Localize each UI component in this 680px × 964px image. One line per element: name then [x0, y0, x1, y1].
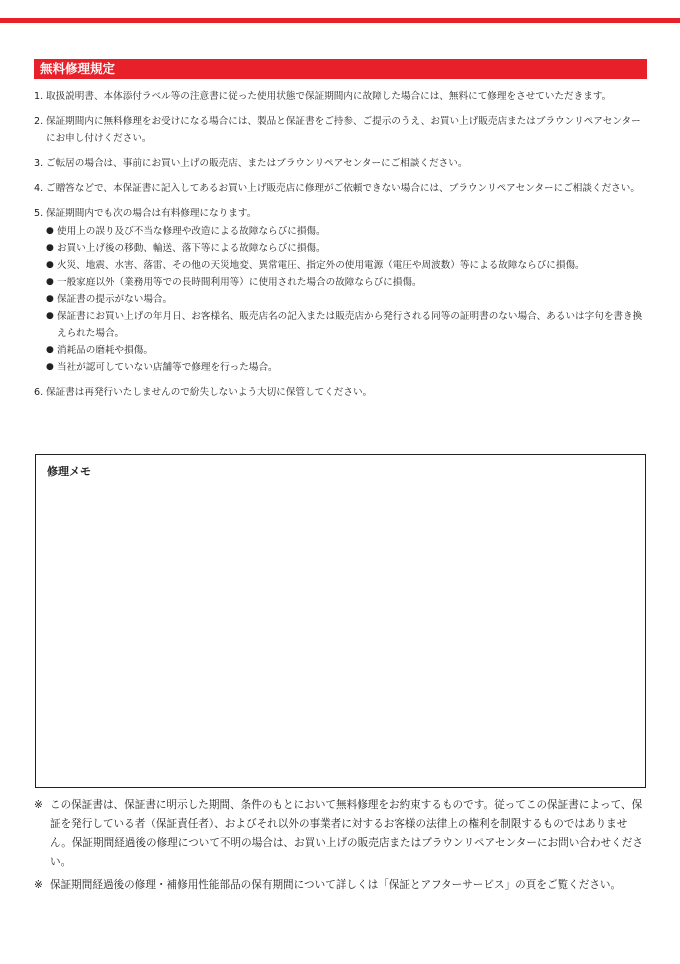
bullet-icon: ●: [46, 311, 54, 321]
bullet-icon: ●: [46, 362, 54, 372]
rule-number: 2.: [34, 116, 44, 127]
paid-cases-list: [46, 223, 648, 376]
note-mark: ※: [34, 799, 43, 811]
note-item: [34, 796, 648, 872]
rule-number: 4.: [34, 183, 44, 194]
list-item: ● 当社が認可していない店舗等で修理を行った場合。: [46, 359, 648, 376]
note-mark: ※: [34, 879, 43, 891]
rule-number: 6.: [34, 387, 44, 398]
rule-body: [46, 205, 648, 376]
repair-memo-title: 修理メモ: [47, 465, 91, 478]
list-item: ● 保証書にお買い上げの年月日、お客様名、販売店名の記入または販売店から発行される同等の証明書のない場合、あるいは字句を書き換えられた場合。: [46, 308, 648, 342]
bullet-icon: ●: [46, 243, 54, 253]
rule-number: 3.: [34, 158, 44, 169]
rule-item-1: [34, 88, 648, 105]
rule-item-3: [34, 155, 648, 172]
list-item: ● 使用上の誤り及び不当な修理や改造による故障ならびに損傷。: [46, 223, 648, 240]
list-item: ● 保証書の提示がない場合。: [46, 291, 648, 308]
bullet-icon: ●: [46, 277, 54, 287]
free-repair-rules: [34, 88, 648, 409]
rule-text: 保証期間内でも次の場合は有料修理になります。: [46, 208, 257, 219]
bullet-icon: ●: [46, 226, 54, 236]
top-accent-bar: [0, 18, 680, 23]
rule-item-6: [34, 384, 648, 401]
rule-text: 取扱説明書、本体添付ラベル等の注意書に従った使用状態で保証期間内に故障した場合には、無料にて修理をさせていただきます。: [46, 91, 612, 102]
bullet-icon: ●: [46, 345, 54, 355]
rule-text: ご贈答などで、本保証書に記入してあるお買い上げ販売店に修理がご依頼できない場合には、ブラウンリペアセンターにご相談ください。: [46, 183, 640, 194]
list-item: ● 火災、地震、水害、落雷、その他の天災地変、異常電圧、指定外の使用電源（電圧や周波数）等による故障ならびに損傷。: [46, 257, 648, 274]
list-item: ● 消耗品の磨耗や損傷。: [46, 342, 648, 359]
list-item: ● お買い上げ後の移動、輸送、落下等による故障ならびに損傷。: [46, 240, 648, 257]
rule-text: 保証期間内に無料修理をお受けになる場合には、製品と保証書をご持参、ご提示のうえ、お買い上げ販売店またはブラウンリペアセンターにお申し付けください。: [46, 116, 641, 144]
list-item: ● 一般家庭以外（業務用等での長時間利用等）に使用された場合の故障ならびに損傷。: [46, 274, 648, 291]
bullet-icon: ●: [46, 294, 54, 304]
rule-number: 1.: [34, 91, 44, 102]
rule-number: 5.: [34, 208, 44, 219]
rule-item-5: [34, 205, 648, 376]
rule-item-2: [34, 113, 648, 147]
footer-notes: [34, 796, 648, 899]
section-title-free-repair: 無料修理規定: [34, 59, 647, 79]
rule-item-4: [34, 180, 648, 197]
note-text: 保証期間経過後の修理・補修用性能部品の保有期間について詳しくは「保証とアフターサービス」の頁をご覧ください。: [50, 879, 622, 891]
rule-text: ご転居の場合は、事前にお買い上げの販売店、またはブラウンリペアセンターにご相談ください。: [46, 158, 468, 169]
note-text: この保証書は、保証書に明示した期間、条件のもとにおいて無料修理をお約束するものです。従ってこの保証書によって、保証を発行している者（保証責任者）、およびそれ以外の事業者に対するお客様の法律上の権利を制限するものではありません。保証期間経過後の修理について不明の場合は、お買い上げの販売店またはブラウンリペアセンターにお問い合わせください。: [50, 799, 643, 868]
bullet-icon: ●: [46, 260, 54, 270]
note-item: [34, 876, 648, 895]
rule-text: 保証書は再発行いたしませんので紛失しないよう大切に保管してください。: [46, 387, 373, 398]
repair-memo-box: [35, 454, 646, 788]
